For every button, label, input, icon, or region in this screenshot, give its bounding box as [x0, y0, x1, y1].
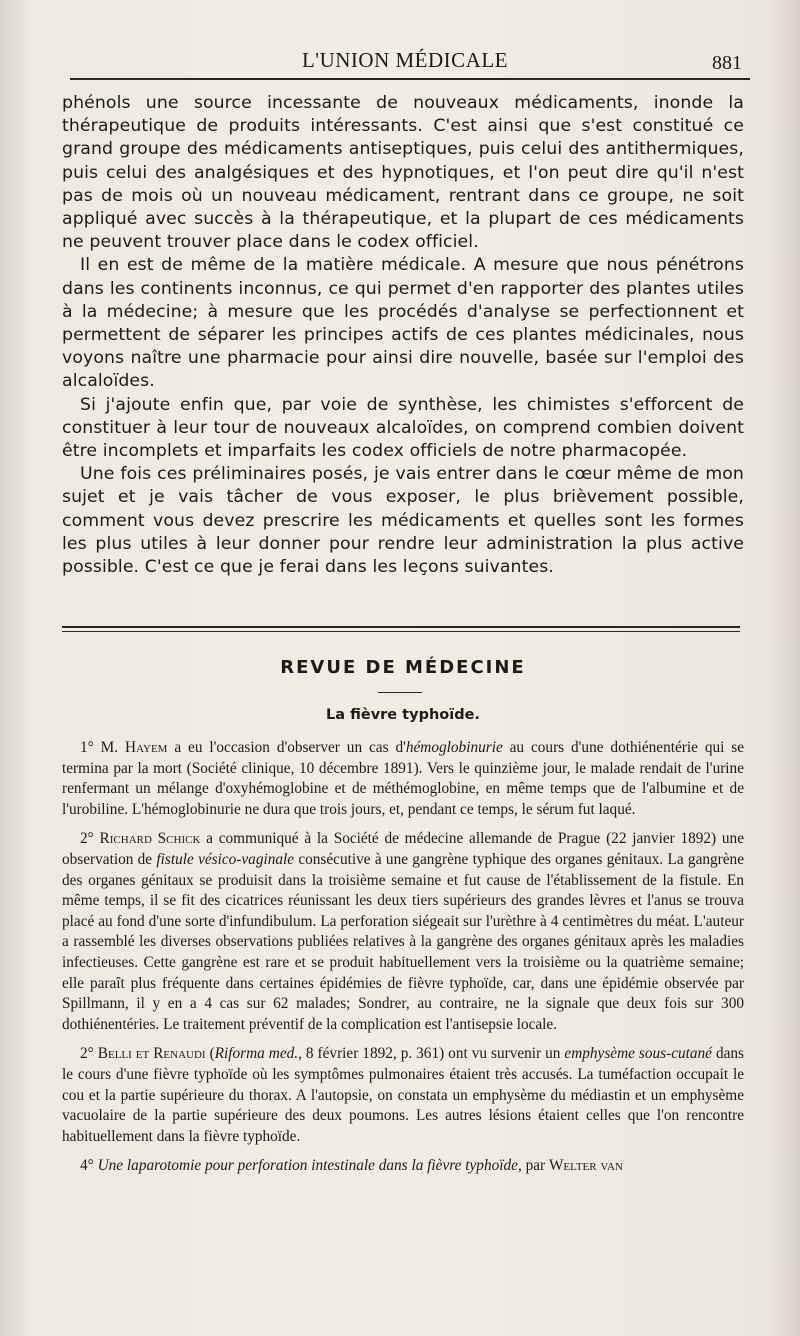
page-header [60, 44, 750, 84]
item-text: ( [205, 1045, 215, 1063]
article-paragraph: Si j'ajoute enfin que, par voie de synthèse, les chimistes s'efforcent de constituer à leur tour de nouveaux alcaloïdes, on comprend combien doivent être incomplets et imparfaits les codex officiels de notre pharmacopée. [62, 394, 744, 462]
revue-item [62, 738, 744, 820]
item-number: 2° [80, 1045, 94, 1063]
article-body [62, 92, 744, 579]
item-text: a communiqué à la Société de médecine allemande de Prague (22 janvier 1892) une observation de [62, 830, 744, 868]
page-number: 881 [712, 52, 742, 74]
section-divider-thin [62, 631, 740, 632]
item-text: consécutive à une gangrène typhique des organes génitaux. La gangrène des organes génitaux se produisit dans la troisième semaine et fut cause de l'établissement de la fistule. En même temps, il se fit des cicatrices réunissant les deux tiers supérieurs des grandes lèvres et l'anus se trouva placé au fond d'une sorte d'infundibulum. La perforation siégeait sur l'urèthre à 4 centimètres du méat. L'auteur a rassemblé les diverses observations publiées relatives à la gangrène des organes génitaux après les maladies infectieuses. Cette gangrène est rare et se produit habituellement vers la troisième ou la quatrième semaine; elle paraît plus fréquente dans certaines épidémies de fièvre typhoïde, car, dans une épidémie observée par Spillmann, il y en a 4 cas sur 62 malades; Sondrer, au contraire, ne la signale que deux fois sur 300 dothiénentéries. Le traitement préventif de la complication est l'antisepsie locale. [62, 850, 744, 1033]
revue-item [62, 1044, 744, 1147]
item-emphasis: Riforma med. [214, 1045, 299, 1063]
item-emphasis: fistule vésico-vaginale [156, 850, 295, 868]
item-text: , par [517, 1157, 549, 1175]
section-divider [62, 626, 740, 628]
item-emphasis: Une laparotomie pour perforation intestinale dans la fièvre typhoïde [97, 1157, 518, 1175]
revue-item [62, 829, 744, 1035]
item-author: Richard Schick [99, 830, 201, 848]
running-title: L'UNION MÉDICALE [301, 48, 508, 72]
item-text: , 8 février 1892, p. 361) ont vu survenir un [298, 1045, 565, 1063]
item-emphasis: hémoglobinurie [405, 739, 503, 756]
revue-item [62, 1156, 744, 1177]
article-paragraph: Une fois ces préliminaires posés, je vais entrer dans le cœur même de mon sujet et je vais tâcher de vous exposer, le plus brièvement possible, comment vous devez prescrire les médicaments et quelles sont les formes les plus utiles à leur donner pour rendre leur administration la plus active possible. C'est ce que je ferai dans les leçons suivantes. [62, 464, 744, 578]
header-rule [70, 78, 750, 80]
item-author: Belli et Renaudi [97, 1045, 206, 1063]
article-paragraph: Il en est de même de la matière médicale. A mesure que nous pénétrons dans les continents inconnus, ce qui permet d'en rapporter des plantes utiles à la médecine; à mesure que les procédés d'analyse se perfectionnent et permettent de séparer les principes actifs de ces plantes médicinales, nous voyons naître une pharmacie pour ainsi dire nouvelle, basée sur l'emploi des alcaloïdes. [62, 255, 744, 392]
item-emphasis: emphysème sous-cutané [564, 1045, 712, 1063]
section-title: REVUE DE MÉDECINE [280, 657, 526, 678]
item-author: Welter van [548, 1157, 623, 1175]
item-number: 4° [80, 1157, 94, 1175]
item-number: 2° [80, 830, 94, 848]
item-number: 1° M. [80, 739, 119, 756]
item-text: a eu l'occasion d'observer un cas d' [167, 739, 406, 756]
subsection-title: La fièvre typhoïde. [326, 707, 480, 723]
item-text: au cours d'une dothiénentérie qui se termina par la mort (Société clinique, 10 décembre 1891). Vers le quinzième jour, le malade rendait de l'urine renfermant un mélange d'oxyhémoglobine et de méthémoglobine, en même temps que de l'albumine et de l'urobiline. L'hémoglobinurie ne dura que trois jours, et, pendant ce temps, le sérum fut laqué. [62, 739, 745, 818]
title-underline [378, 692, 422, 693]
revue-body [62, 738, 744, 1186]
item-author: Hayem [125, 739, 168, 756]
article-paragraph: phénols une source incessante de nouveaux médicaments, inonde la thérapeutique de produits intéressants. C'est ainsi que s'est constitué ce grand groupe des médicaments antiseptiques, puis celui des antithermiques, puis celui des analgésiques et des hypnotiques, et l'on peut dire qu'il n'est pas de mois où un nouveau médicament, rentrant dans ce groupe, ne soit appliqué avec succès à la thérapeutique, et la plupart de ces médicaments ne peuvent trouver place dans le codex officiel. [62, 93, 744, 253]
item-text: dans le cours d'une fièvre typhoïde où les symptômes pulmonaires étaient très accusés. La tuméfaction occupait le cou et la partie supérieure du thorax. A l'autopsie, on constata un emphysème du médiastin et un emphysème vacuolaire de la partie supérieure des deux poumons. Les autres lésions étaient celles que l'on rencontre habituellement dans la fièvre typhoïde. [62, 1045, 744, 1145]
